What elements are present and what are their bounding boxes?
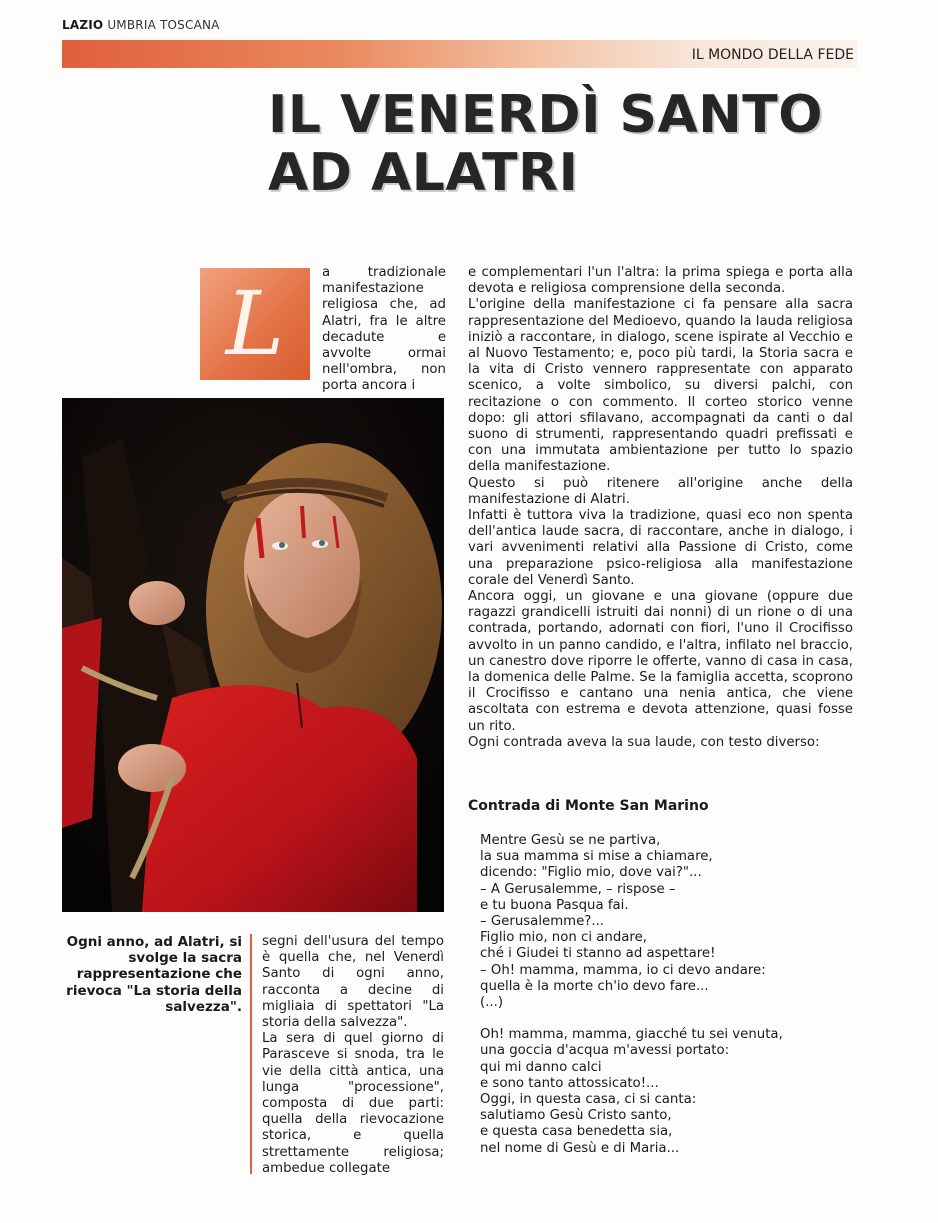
- article-title: [268, 86, 823, 202]
- article-photo-christ: [62, 398, 444, 912]
- intro-column: [322, 265, 446, 395]
- poem-line: Figlio mio, non ci andare,: [480, 930, 647, 946]
- poem-subheading: Contrada di Monte San Marino: [468, 798, 709, 814]
- running-header-region: LAZIO: [62, 18, 104, 32]
- poem-line: la sua mamma si mise a chiamare,: [480, 849, 713, 865]
- stanza-gap: [480, 1011, 860, 1027]
- poem-line: qui mi danno calci: [480, 1059, 602, 1075]
- article-title-line2: AD ALATRI: [268, 143, 579, 204]
- poem-line: Oh! mamma, mamma, giacché tu sei venuta,: [480, 1027, 783, 1043]
- poem-line: Mentre Gesù se ne partiva,: [480, 833, 661, 848]
- poem-line: una goccia d'acqua m'avessi portato:: [480, 1043, 730, 1059]
- poem-line: – Oh! mamma, mamma, io ci devo andare:: [480, 962, 766, 978]
- poem-line: salutiamo Gesù Cristo santo,: [480, 1108, 672, 1124]
- poem-line: quella è la morte ch'io devo fare...: [480, 978, 709, 994]
- drop-cap-letter: L: [225, 272, 285, 375]
- drop-cap-box: [200, 268, 310, 380]
- poem: [480, 833, 860, 1157]
- poem-line: e sono tanto attossicato!...: [480, 1075, 659, 1091]
- right-paragraph: Ancora oggi, un giovane e una giovane (oppure due ragazzi grandicelli istruiti dai nonni) di un rione o di una contrada, portando, adornati con fiori, l'uno il Crocifisso avvolto in un panno candido, e l'altra, infilato nel braccio, un canestro dove riporre le offerte, vanno di casa in casa, la domenica delle Palme. Se la famiglia accetta, scoprono il Crocifisso e cantano una nenia antica, che viene ascoltata con estrema e devota attenzione, quasi fosse un rito.: [468, 589, 853, 734]
- middle-paragraph-2: La sera di quel giorno di Parasceve si snoda, tra le vie della città antica, una lunga "processione", composta di due parti: quella della rievocazione storica, e quella strettamente religiosa; ambedue collegate: [262, 1031, 444, 1176]
- poem-line: e questa casa benedetta sia,: [480, 1124, 673, 1140]
- section-label: IL MONDO DELLA FEDE: [691, 47, 854, 63]
- middle-column: [262, 934, 444, 1177]
- right-paragraph: e complementari l'un l'altra: la prima spiega e porta alla devota e religiosa comprensione della seconda.: [468, 265, 853, 297]
- photo-illustration: [62, 398, 444, 912]
- running-header: [62, 18, 220, 32]
- running-header-rest: UMBRIA TOSCANA: [103, 18, 220, 32]
- caption-rule: [250, 934, 252, 1174]
- poem-line: Oggi, in questa casa, ci si canta:: [480, 1092, 697, 1108]
- intro-paragraph: a tradizionale manifestazione religiosa che, ad Alatri, fra le altre decadute e avvolte ormai nell'ombra, non porta ancora i: [322, 265, 446, 394]
- middle-paragraph-1: segni dell'usura del tempo è quella che, nel Venerdì Santo di ogni anno, racconta a decine di migliaia di spettatori "La storia della salvezza".: [262, 934, 444, 1031]
- right-paragraph: L'origine della manifestazione ci fa pensare alla sacra rappresentazione del Medioevo, quando la lauda religiosa iniziò a raccontare, in dialogo, scene ispirate al Vecchio e al Nuovo Testamento; e, poco più tardi, la Storia sacra e la vita di Cristo vennero rappresentate con apparato scenico, a volte simbolico, su diversi palchi, con recitazione o con commento. Il corteo storico venne dopo: gli attori sfilavano, accompagnati da canti o dal suono di strumenti, rappresentando quadri prefissati e con una immutata ambientazione per tutto lo spazio della manifestazione.: [468, 297, 853, 475]
- poem-line: – Gerusalemme?...: [480, 914, 605, 930]
- right-paragraph: Infatti è tuttora viva la tradizione, quasi eco non spenta dell'antica laude sacra, di raccontare, anche in dialogo, i vari avvenimenti relativi alla Passione di Cristo, come una preparazione psico-religiosa alla manifestazione corale del Venerdì Santo.: [468, 508, 853, 588]
- right-column: [468, 265, 853, 751]
- right-paragraph: Questo si può ritenere all'origine anche della manifestazione di Alatri.: [468, 475, 853, 507]
- right-paragraph: Ogni contrada aveva la sua laude, con testo diverso:: [468, 734, 820, 750]
- poem-line: – A Gerusalemme, – rispose –: [480, 881, 676, 897]
- photo-caption: Ogni anno, ad Alatri, si svolge la sacra rappresentazione che rievoca "La storia della salvezza".: [66, 934, 242, 1015]
- poem-line: e tu buona Pasqua fai.: [480, 897, 629, 913]
- poem-line: (...): [480, 995, 504, 1011]
- article-title-line1: IL VENERDÌ SANTO: [268, 85, 823, 145]
- poem-line: dicendo: "Figlio mio, dove vai?"...: [480, 865, 702, 881]
- poem-line: nel nome di Gesù e di Maria...: [480, 1140, 680, 1156]
- poem-line: ché i Giudei ti stanno ad aspettare!: [480, 946, 716, 962]
